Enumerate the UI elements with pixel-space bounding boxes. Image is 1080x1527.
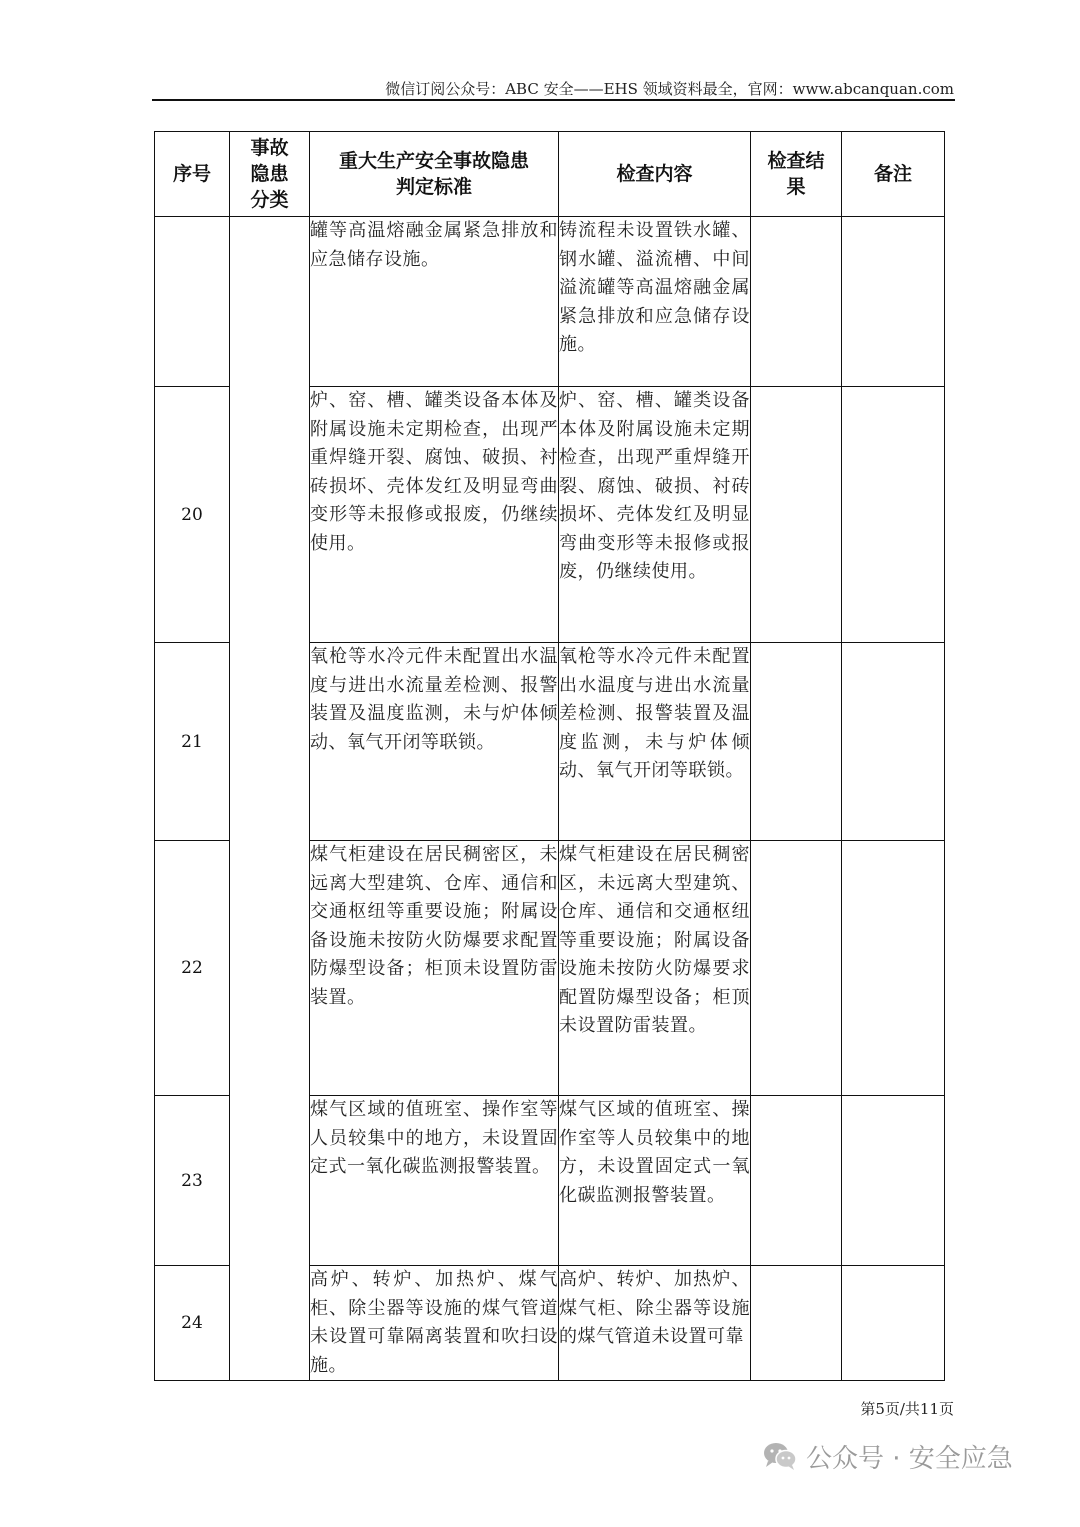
content-cell: 高炉、转炉、加热炉、煤气柜、除尘器等设施的煤气管道未设置可靠 bbox=[559, 1266, 751, 1381]
row-number bbox=[155, 217, 230, 387]
table-header-row bbox=[155, 132, 945, 217]
standard-cell: 煤气柜建设在居民稠密区，未远离大型建筑、仓库、通信和交通枢纽等重要设施；附属设备设施未按防火防爆要求配置防爆型设备；柜顶未设置防雷装置。 bbox=[310, 841, 559, 1096]
standard-cell: 罐等高温熔融金属紧急排放和应急储存设施。 bbox=[310, 217, 559, 387]
standard-cell: 高炉、转炉、加热炉、煤气柜、除尘器等设施的煤气管道未设置可靠隔离装置和吹扫设施。 bbox=[310, 1266, 559, 1381]
table-row bbox=[155, 217, 945, 387]
standard-cell: 炉、窑、槽、罐类设备本体及附属设施未定期检查，出现严重焊缝开裂、腐蚀、破损、衬砖损坏、壳体发红及明显弯曲变形等未报修或报废，仍继续使用。 bbox=[310, 387, 559, 643]
col-header-no: 序号 bbox=[155, 132, 230, 217]
col-header-content: 检查内容 bbox=[559, 132, 751, 217]
wechat-icon bbox=[762, 1441, 798, 1471]
col-header-result: 检查结果 bbox=[751, 132, 842, 217]
result-cell bbox=[751, 1096, 842, 1266]
remark-cell bbox=[842, 387, 945, 643]
remark-cell bbox=[842, 841, 945, 1096]
page-header-text: 微信订阅公众号：ABC 安全——EHS 领域资料最全，官网：www.abcanquan.com bbox=[385, 80, 954, 98]
content-cell: 炉、窑、槽、罐类设备本体及附属设施未定期检查，出现严重焊缝开裂、腐蚀、破损、衬砖损坏、壳体发红及明显弯曲变形等未报修或报废，仍继续使用。 bbox=[559, 387, 751, 643]
row-number: 22 bbox=[155, 841, 230, 1096]
row-number: 20 bbox=[155, 387, 230, 643]
remark-cell bbox=[842, 1096, 945, 1266]
row-number: 24 bbox=[155, 1266, 230, 1381]
header-rule bbox=[152, 99, 955, 101]
content-cell: 煤气柜建设在居民稠密区，未远离大型建筑、仓库、通信和交通枢纽等重要设施；附属设备设施未按防火防爆要求配置防爆型设备；柜顶未设置防雷装置。 bbox=[559, 841, 751, 1096]
remark-cell bbox=[842, 1266, 945, 1381]
watermark-text: 公众号 · 安全应急 bbox=[806, 1443, 1013, 1474]
standard-cell: 煤气区域的值班室、操作室等人员较集中的地方，未设置固定式一氧化碳监测报警装置。 bbox=[310, 1096, 559, 1266]
col-header-standard: 重大生产安全事故隐患判定标准 bbox=[310, 132, 559, 217]
hazard-table bbox=[154, 131, 945, 1381]
content-cell: 氧枪等水冷元件未配置出水温度与进出水流量差检测、报警装置及温度监测，未与炉体倾动、氧气开闭等联锁。 bbox=[559, 643, 751, 841]
content-cell: 铸流程未设置铁水罐、钢水罐、溢流槽、中间溢流罐等高温熔融金属紧急排放和应急储存设施。 bbox=[559, 217, 751, 387]
remark-cell bbox=[842, 643, 945, 841]
col-header-remark: 备注 bbox=[842, 132, 945, 217]
content-cell: 煤气区域的值班室、操作室等人员较集中的地方，未设置固定式一氧化碳监测报警装置。 bbox=[559, 1096, 751, 1266]
col-header-category: 事故隐患分类 bbox=[230, 132, 310, 217]
result-cell bbox=[751, 643, 842, 841]
page-number: 第5页/共11页 bbox=[860, 1400, 954, 1418]
result-cell bbox=[751, 387, 842, 643]
category-cell bbox=[230, 217, 310, 1381]
remark-cell bbox=[842, 217, 945, 387]
result-cell bbox=[751, 217, 842, 387]
watermark bbox=[762, 1436, 1013, 1476]
standard-cell: 氧枪等水冷元件未配置出水温度与进出水流量差检测、报警装置及温度监测，未与炉体倾动、氧气开闭等联锁。 bbox=[310, 643, 559, 841]
row-number: 23 bbox=[155, 1096, 230, 1266]
result-cell bbox=[751, 1266, 842, 1381]
row-number: 21 bbox=[155, 643, 230, 841]
result-cell bbox=[751, 841, 842, 1096]
